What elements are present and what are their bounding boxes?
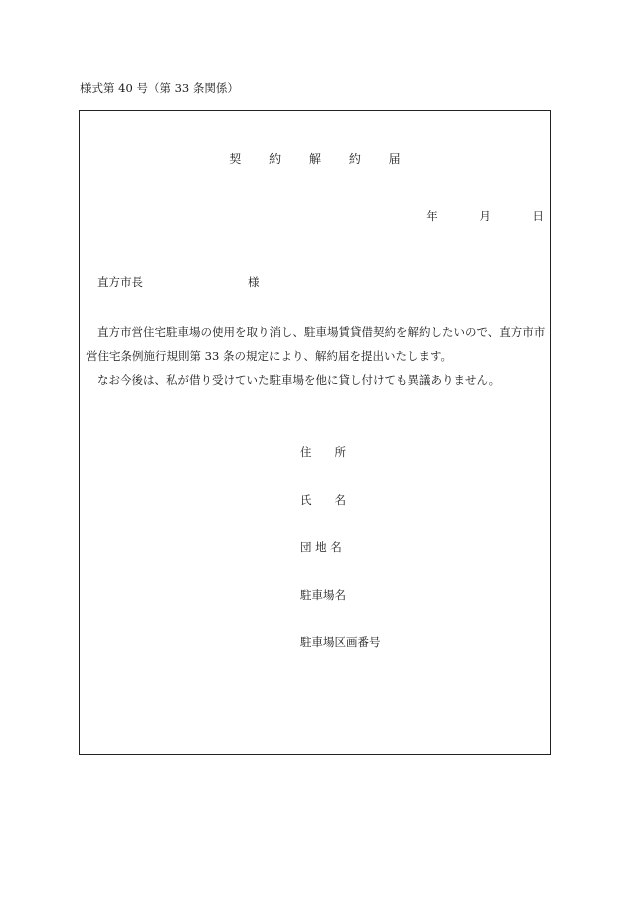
body-text bbox=[86, 320, 548, 392]
date-line bbox=[426, 208, 544, 224]
body-paragraph-1: 直方市営住宅駐車場の使用を取り消し、駐車場賃貸借契約を解約したいので、直方市市営住宅条例施行規則第 33 条の規定により、解約届を提出いたします。 bbox=[86, 325, 546, 363]
field-name-label: 氏 名 bbox=[300, 492, 346, 507]
title-char: 約 bbox=[269, 152, 282, 166]
field-address-label: 住 所 bbox=[300, 445, 346, 459]
honorific: 様 bbox=[248, 275, 260, 289]
date-day: 日 bbox=[532, 209, 544, 223]
field-section-label: 駐車場区画番号 bbox=[300, 635, 381, 649]
form-title bbox=[79, 150, 551, 167]
applicant-fields bbox=[300, 444, 381, 682]
addressee: 直方市長 bbox=[97, 275, 143, 289]
title-char: 解 bbox=[308, 152, 321, 166]
date-month: 月 bbox=[479, 209, 491, 223]
body-paragraph-2: なお今後は、私が借り受けていた駐車場を他に貸し付けても異議ありません。 bbox=[97, 373, 501, 387]
field-complex-label: 団 地 名 bbox=[300, 540, 342, 554]
date-year: 年 bbox=[426, 209, 438, 223]
field-parking-label: 駐車場名 bbox=[300, 587, 346, 602]
title-char: 約 bbox=[348, 152, 361, 166]
title-char: 届 bbox=[388, 152, 401, 166]
title-char: 契 bbox=[229, 152, 242, 166]
form-number: 様式第 40 号（第 33 条関係） bbox=[80, 81, 239, 95]
